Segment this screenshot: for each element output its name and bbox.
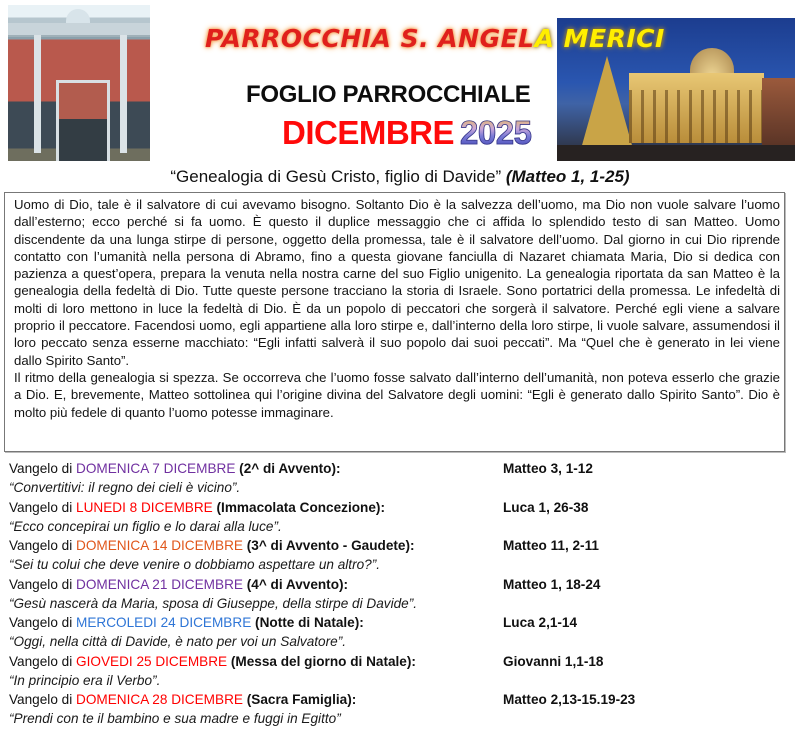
reading-day: DOMENICA 21 DICEMBRE	[76, 576, 243, 592]
reading-item	[9, 652, 799, 691]
church-pillar	[34, 35, 41, 153]
reading-prefix: Vangelo di	[9, 576, 77, 592]
reading-item	[9, 498, 799, 537]
reading-prefix: Vangelo di	[9, 692, 77, 707]
reading-quote: “Sei tu colui che deve venire o dobbiamo aspettare un altro?”.	[9, 557, 381, 572]
reading-prefix: Vangelo di	[9, 615, 77, 630]
reading-prefix: Vangelo di	[9, 538, 77, 553]
reading-heading	[9, 536, 799, 555]
reading-item	[9, 575, 799, 614]
commentary-paragraph: Il ritmo della genealogia si spezza. Se occorreva che l’uomo fosse salvato dall’interno dell’umanità, non poteva esserlo che grazie a Dio. E, brevemente, Matteo sottolinea qui l’origine divina del Salvatore degli uomini: “Egli è generato dallo Spirito Santo”. Dio è molto più fedele di quanto l’uomo potesse immaginare.	[14, 369, 780, 420]
church-pillar	[120, 35, 127, 153]
christmas-tree-shape	[579, 56, 635, 156]
reading-item	[9, 536, 799, 575]
parish-name-part1: PARROCCHIA S. ANGEL	[205, 24, 535, 53]
reading-day: MERCOLEDI 24 DICEMBRE	[76, 615, 252, 630]
reading-quote: “Gesù nascerà da Maria, sposa di Giuseppe, della stirpe di Davide”.	[9, 595, 418, 611]
gospel-reference: (Matteo 1, 1-25)	[505, 167, 630, 186]
parish-name	[205, 24, 745, 53]
reading-citation: Matteo 1, 18-24	[503, 576, 601, 592]
page-header	[0, 0, 800, 165]
reading-citation: Luca 1, 26-38	[503, 499, 589, 515]
reading-item	[9, 459, 799, 498]
reading-occasion: (3^ di Avvento - Gaudete):	[242, 538, 415, 553]
reading-heading	[9, 690, 799, 709]
reading-item	[9, 690, 799, 729]
reading-day: DOMENICA 14 DICEMBRE	[76, 538, 243, 553]
reading-heading	[9, 498, 799, 517]
reading-citation: Matteo 3, 1-12	[503, 461, 593, 476]
reading-occasion: (Notte di Natale):	[251, 615, 364, 630]
reading-quote: “Convertitivi: il regno dei cieli è vicino”.	[9, 480, 241, 495]
gospel-title: “Genealogia di Gesù Cristo, figlio di Davide”	[170, 167, 502, 186]
reading-occasion: (4^ di Avvento):	[242, 576, 349, 592]
issue-month: DICEMBRE	[282, 114, 455, 151]
readings-list	[9, 459, 799, 729]
reading-heading	[9, 575, 799, 594]
basilica-columns-shape	[629, 90, 764, 143]
reading-occasion: (Sacra Famiglia):	[242, 692, 357, 707]
reading-prefix: Vangelo di	[9, 653, 77, 669]
issue-year: 2025	[460, 114, 532, 151]
reading-prefix: Vangelo di	[9, 499, 77, 515]
issue-date	[282, 114, 531, 152]
commentary-box	[4, 192, 785, 452]
commentary-paragraph: Uomo di Dio, tale è il salvatore di cui avevamo bisogno. Soltanto Dio è la salvezza dell’uomo, ma Dio non vuole salvare l’uomo dall’esterno; ecco perché si fa uomo. È questo il duplice messaggio che ci affida lo splendido testo di san Matteo. Uomo discendente da una lunga stirpe di persone, oggetto della promessa, tale è il salvatore dell’uomo. Dal giorno in cui Dio riprende contatto con l’umanità nella persona di Abramo, fino a questa giovane fanciulla di Nazaret chiamata Maria, Dio si dedica con pazienza a quest’opera, prepara la venuta nella nostra carne del suo Figlio unigenito. La genealogia riportata da san Matteo è la genealogia della fedeltà di Dio. Tutte queste persone tracciano la storia di Israele. Sono portatrici della promessa. Le infedeltà di molti di loro mettono in luce la fedeltà di Dio. È da un popolo di peccatori che sorgerà il salvatore. Perché egli viene a salvare proprio il peccatore. Facendosi uomo, egli appartiene alla loro stirpe e, dall’interno della loro stirpe, li vuole salvare, assumendosi il loro peccato senza esserne macchiato: “Egli infatti salverà il suo popolo dai suoi peccati”. Ma “Quel che è generato in lei viene dallo Spirito Santo”.	[14, 197, 780, 368]
reading-day: DOMENICA 28 DICEMBRE	[76, 692, 243, 707]
reading-prefix: Vangelo di	[9, 461, 77, 476]
reading-citation: Giovanni 1,1-18	[503, 653, 604, 669]
gospel-heading	[0, 167, 800, 187]
reading-citation: Matteo 11, 2-11	[503, 538, 599, 553]
palace-wing-shape	[762, 78, 795, 146]
reading-occasion: (2^ di Avvento):	[235, 461, 341, 476]
reading-quote: “Prendi con te il bambino e sua madre e fuggi in Egitto”	[9, 711, 341, 726]
reading-day: LUNEDI 8 DICEMBRE	[76, 499, 213, 515]
reading-quote: “Oggi, nella città di Davide, è nato per voi un Salvatore”.	[9, 634, 347, 649]
reading-heading	[9, 459, 799, 478]
crowd-shape	[557, 145, 795, 161]
reading-quote: “Ecco concepirai un figlio e lo darai alla luce”.	[9, 518, 282, 534]
reading-occasion: (Messa del giorno di Natale):	[227, 653, 416, 669]
reading-citation: Matteo 2,13-15.19-23	[503, 692, 636, 707]
reading-heading	[9, 652, 799, 671]
reading-day: GIOVEDI 25 DICEMBRE	[76, 653, 228, 669]
reading-day: DOMENICA 7 DICEMBRE	[76, 461, 236, 476]
reading-occasion: (Immacolata Concezione):	[212, 499, 385, 515]
church-photo	[8, 5, 150, 161]
reading-quote: “In principio era il Verbo”.	[9, 672, 161, 688]
parish-name-part2: A MERICI	[534, 24, 665, 53]
reading-citation: Luca 2,1-14	[503, 615, 578, 630]
newsletter-title: FOGLIO PARROCCHIALE	[246, 81, 531, 108]
reading-heading	[9, 613, 799, 632]
reading-item	[9, 613, 799, 652]
church-portal	[56, 80, 110, 161]
church-roof-shape	[8, 23, 150, 37]
